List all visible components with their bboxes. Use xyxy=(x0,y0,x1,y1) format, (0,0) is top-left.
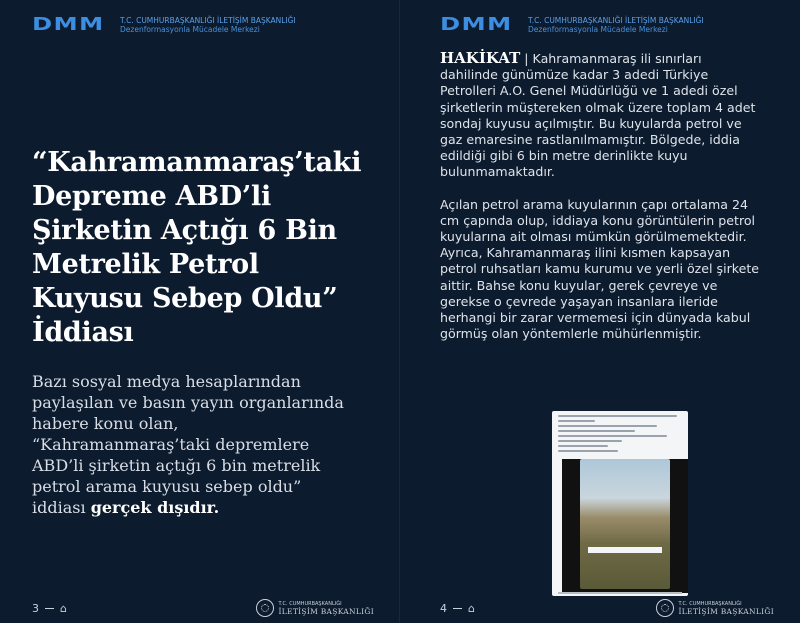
home-icon[interactable]: ⌂ xyxy=(60,602,67,615)
social-media-screenshot xyxy=(552,411,688,596)
fact-text xyxy=(440,50,760,358)
post-line xyxy=(558,445,608,447)
logo-line2: Dezenformasyonla Mücadele Merkezi xyxy=(120,25,260,34)
page-right xyxy=(400,0,800,623)
dmm-logo xyxy=(440,16,704,34)
post-line xyxy=(558,430,635,432)
page-number: 4 xyxy=(440,602,447,615)
logo-line2: Dezenformasyonla Mücadele Merkezi xyxy=(528,25,668,34)
intro-bold: gerçek dışıdır. xyxy=(90,498,220,517)
dmm-logo-mark: DMM xyxy=(440,14,513,35)
post-line xyxy=(558,435,667,437)
footer-org-line2: İLETİŞİM BAŞKANLIĞI xyxy=(278,607,374,616)
video-caption-bar xyxy=(588,547,662,553)
post-text-lines xyxy=(552,411,688,452)
footer-org-line1: T.C. CUMHURBAŞKANLIĞI xyxy=(678,601,742,607)
footer-org-line1: T.C. CUMHURBAŞKANLIĞI xyxy=(278,601,342,607)
post-line xyxy=(558,420,595,422)
footer-org-logo xyxy=(256,599,375,617)
video-thumbnail[interactable] xyxy=(580,459,670,589)
footer-dash xyxy=(45,608,54,609)
post-line xyxy=(558,425,657,427)
post-action-bar xyxy=(558,592,682,594)
fact-paragraph-1-text: | Kahramanmaraş ili sınırları dahilinde günümüze kadar 3 adedi Türkiye Petrolleri A.O. Genel Müdürlüğü ve 1 adedi özel şirketlerin müştereken olmak üzere toplam 4 adet sondaj kuyusu açılmıştır. Bu kuyularda petrol ve gaz emaresine rastlanılmamıştır. Bölgede, iddia edildiği gibi 6 bin metre derinlikte kuyu bulunmamaktadır. xyxy=(440,51,756,180)
post-line xyxy=(558,450,618,452)
dmm-logo xyxy=(32,16,296,34)
hakikat-label: HAKİKAT xyxy=(440,49,521,67)
page-number: 3 xyxy=(32,602,39,615)
headline: “Kahramanmaraş’taki Depreme ABD’li Şirketin Açtığı 6 Bin Metrelik Petrol Kuyusu Sebep Oldu” İddiası xyxy=(32,147,362,348)
intro-text: Bazı sosyal medya hesaplarından paylaşılan ve basın yayın organlarında habere konu olan, “Kahramanmaraş’taki depremlere ABD’li şirketin açtığı 6 bin metrelik petrol arama kuyusu sebep oldu” iddiası xyxy=(32,372,344,517)
page-footer-right xyxy=(440,602,475,615)
fact-paragraph-2: Açılan petrol arama kuyularının çapı ortalama 24 cm çapında olup, iddiaya konu görüntülerin petrol kuyularına ait olması mümkün görülmemektedir. Ayrıca, Kahramanmaraş ilini kısmen kapsayan petrol ruhsatları kamu kurumu ve yerli özel şirkete aittir. Bahse konu kuyular, gerek çevreye ve gerekse o çevrede yaşayan insanlara ileride herhangi bir zarar vermemesi için dünyada kabul görmüş olan yöntemlerle mühürlenmiştir. xyxy=(440,196,760,342)
footer-dash xyxy=(453,608,462,609)
post-line xyxy=(558,415,677,417)
page-footer-left xyxy=(32,602,67,615)
logo-line1: T.C. CUMHURBAŞKANLIĞI İLETİŞİM BAŞKANLIĞI xyxy=(120,16,296,25)
seal-icon xyxy=(656,599,674,617)
fact-paragraph-1 xyxy=(440,50,760,181)
logo-line1: T.C. CUMHURBAŞKANLIĞI İLETİŞİM BAŞKANLIĞI xyxy=(528,16,704,25)
dmm-logo-mark: DMM xyxy=(32,14,105,35)
footer-org-logo xyxy=(656,599,775,617)
footer-org-line2: İLETİŞİM BAŞKANLIĞI xyxy=(678,607,774,616)
intro-paragraph xyxy=(32,371,352,518)
post-line xyxy=(558,440,622,442)
seal-icon xyxy=(256,599,274,617)
home-icon[interactable]: ⌂ xyxy=(468,602,475,615)
